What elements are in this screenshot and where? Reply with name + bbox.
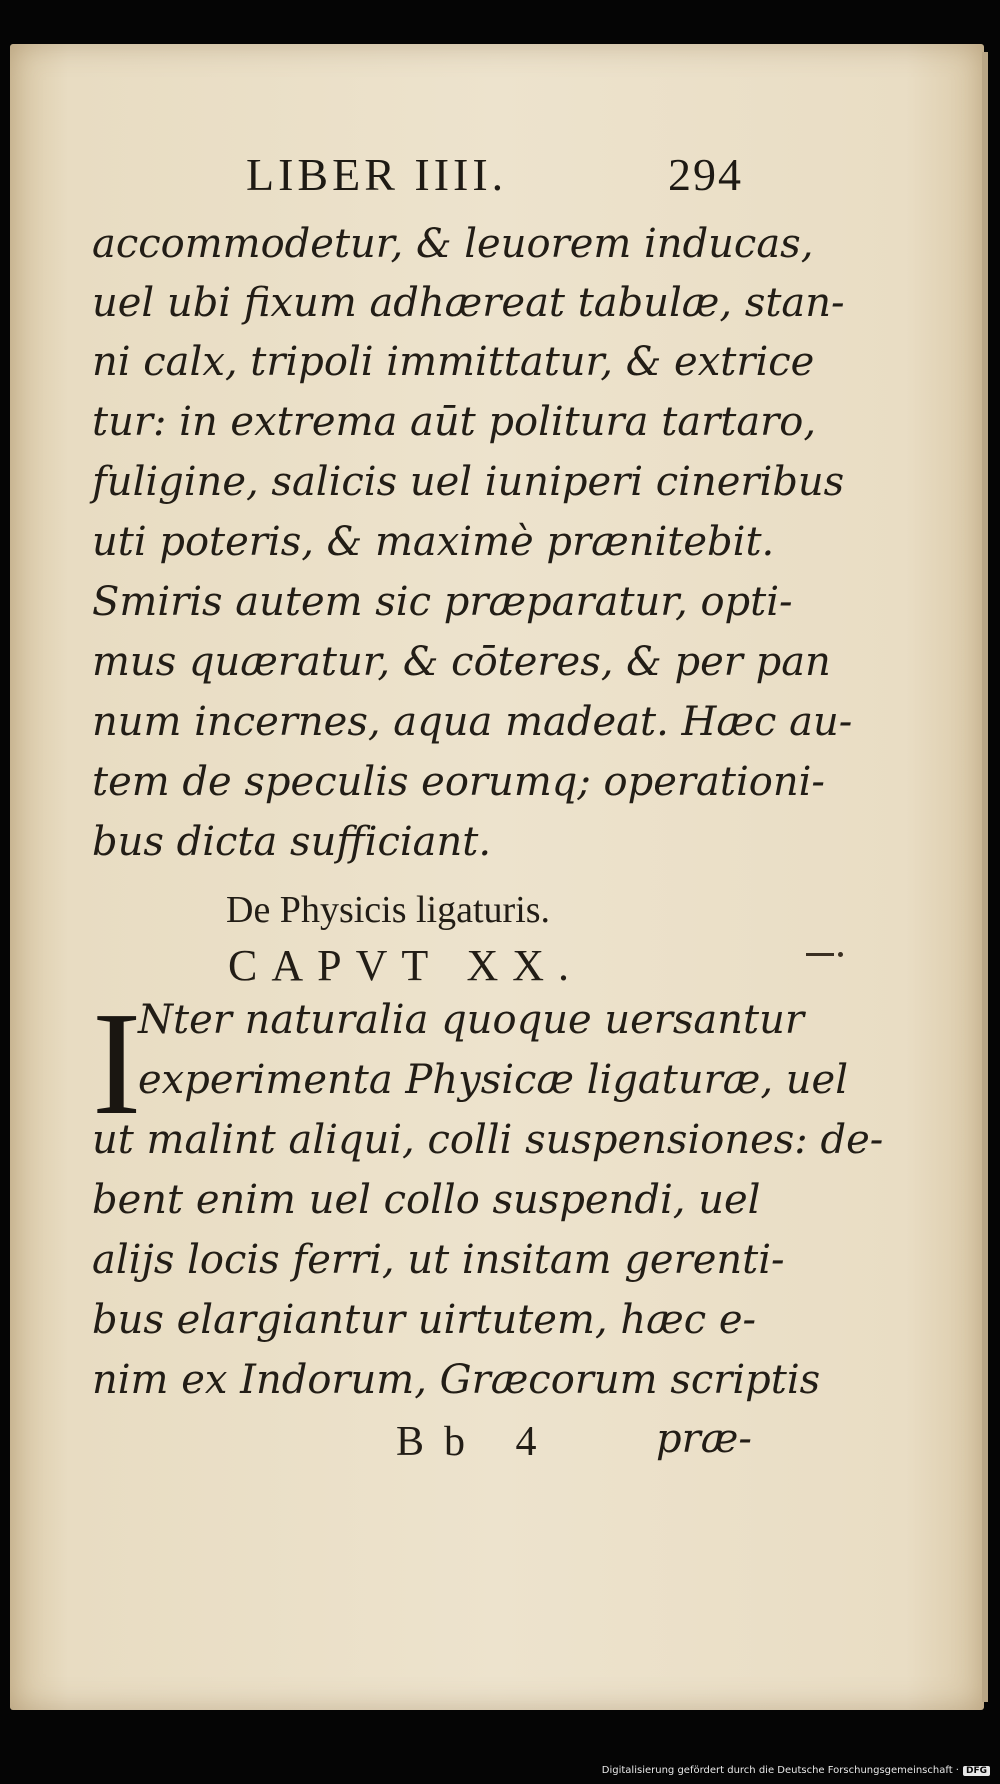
text-line: nim ex Indorum, Græcorum scriptis	[92, 1357, 821, 1403]
page-number: 294	[668, 149, 743, 200]
text-line: experimenta Physicæ ligaturæ, uel	[138, 1057, 848, 1103]
text-line: bus elargiantur uirtutem, hæc e-	[92, 1297, 757, 1343]
text-line: ut malint aliqui, colli suspensiones: de-	[92, 1117, 884, 1163]
text-line: fuligine, salicis uel iuniperi cineribus	[92, 459, 845, 505]
credit-text: Digitalisierung gefördert durch die Deutsche Forschungsgemeinschaft ·	[601, 1765, 959, 1776]
text-line: num incernes, aqua madeat. Hæc au-	[92, 699, 853, 745]
page-edge	[982, 52, 988, 1702]
margin-mark	[806, 950, 846, 958]
text-line: accommodetur, & leuorem inducas,	[92, 221, 814, 267]
text-line: alijs locis ferri, ut insitam gerenti-	[92, 1237, 785, 1283]
text-line: tur: in extrema aūt politura tartaro,	[92, 399, 817, 445]
text-line: uel ubi fixum adhæreat tabulæ, stan-	[92, 280, 845, 326]
text-line: tem de speculis eorumq; operationi-	[92, 759, 825, 805]
chapter-title: De Physicis ligaturis.	[226, 889, 551, 931]
text-line: uti poteris, & maximè prænitebit.	[92, 519, 775, 565]
catchword: præ-	[656, 1416, 752, 1462]
chapter-number: CAPVT XX.	[228, 941, 584, 990]
text-line: ni calx, tripoli immittatur, & extrice	[92, 339, 815, 385]
text-line: bent enim uel collo suspendi, uel	[92, 1177, 761, 1223]
dfg-logo: DFG	[963, 1766, 990, 1776]
page-header	[0, 138, 1000, 208]
text-line: bus dicta sufficiant.	[92, 819, 492, 865]
text-line: Smiris autem sic præparatur, opti-	[92, 579, 793, 625]
digitization-credit	[602, 1765, 990, 1776]
signature-mark: Bb 4	[396, 1419, 557, 1465]
drop-initial: I	[92, 982, 142, 1146]
text-line: Nter naturalia quoque uersantur	[138, 997, 804, 1043]
running-head: LIBER IIII.	[246, 149, 508, 200]
text-line: mus quæratur, & cōteres, & per pan	[92, 639, 831, 685]
